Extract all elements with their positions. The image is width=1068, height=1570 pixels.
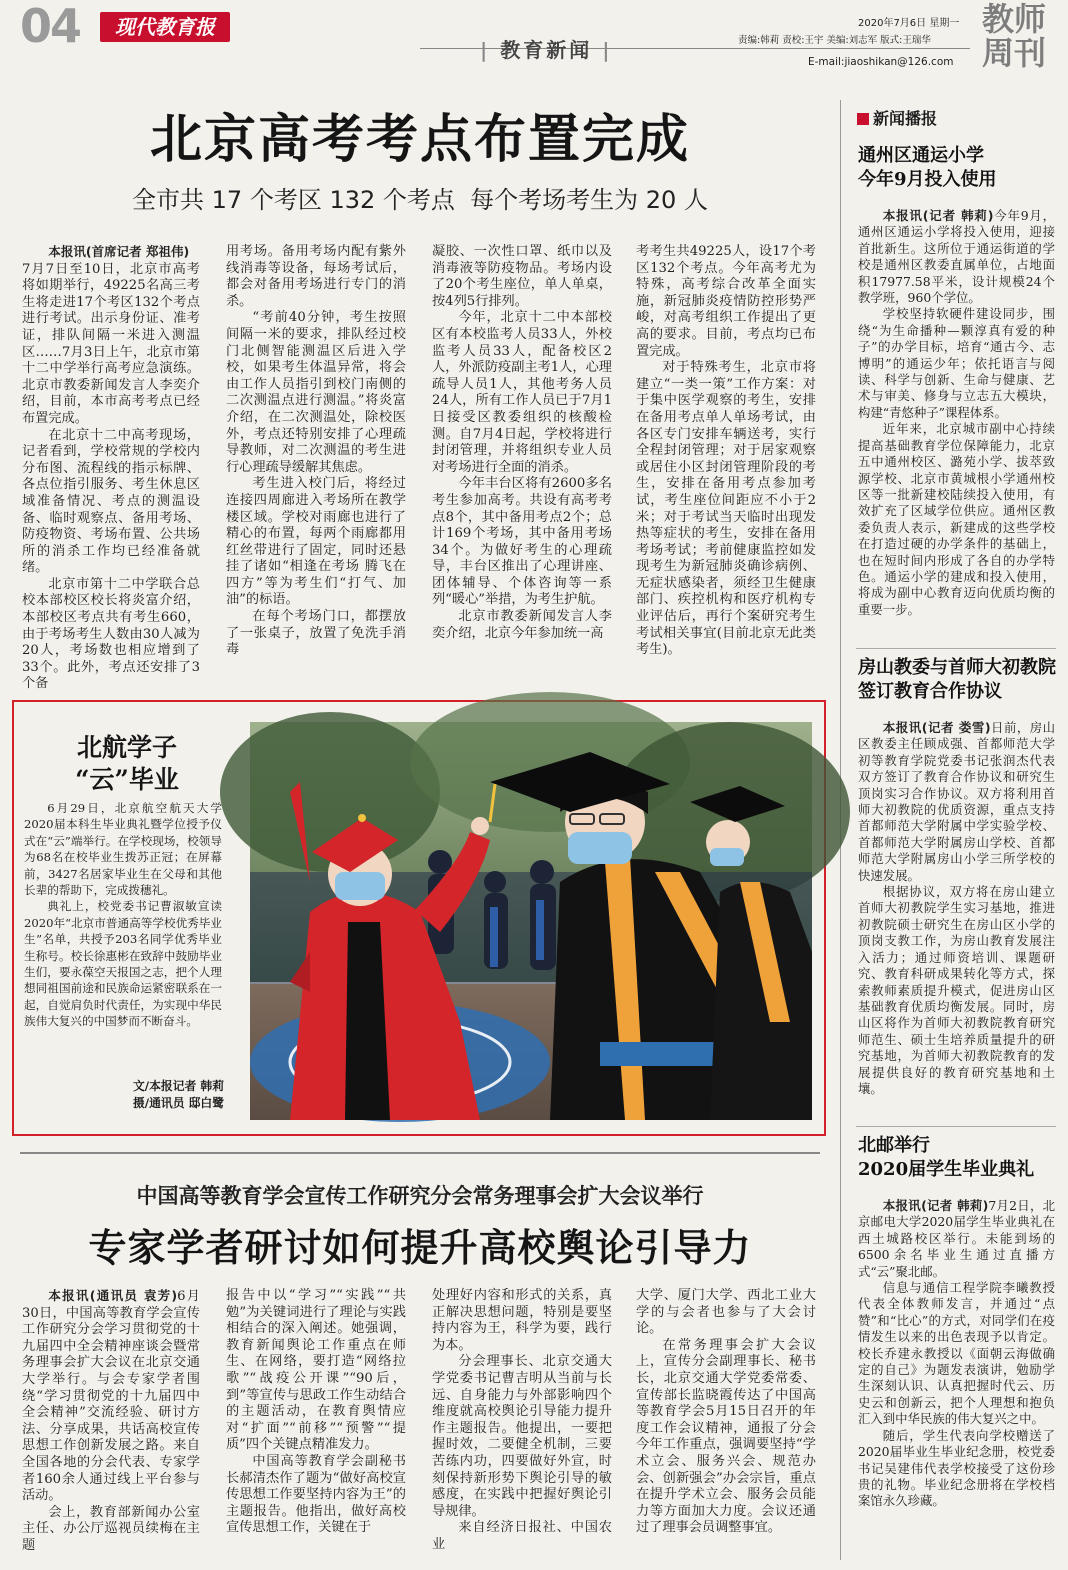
- bottom-kicker: 中国高等教育学会宣传工作研究分会常务理事会扩大会议举行: [136, 1184, 704, 1208]
- bottom-column-3: 处理好内容和形式的关系，真正解决思想问题，特别是要坚持内容为王，科学为要，践行为本。 分会理事长、北京交通大学党委书记曹吉明从当前与长远、自身能力与外部影响四个维度就高校舆论引导能力提升作主题报告。他提出，一要把握时效，二要健全机制，三要苦练内功，四要做好外宣，时刻保持新形势下舆论引导的敏感度，在实践中把握好舆论引导规律。 来自经济日报社、中国农业: [432, 1288, 612, 1552]
- lead-column-1: 本报讯(首席记者 郑祖伟) 7月7日至10日，北京市高考将如期举行，49225名高三考生将走进17个考区132个考点进行考试。出示身份证、准考证，排队间隔一米进入测温区……7月3日上午，北京市第十二中学举行高考应急演练。北京市教委新闻发言人李奕介绍，目前，本市高考考点已经布置完成。 在北京十二中高考现场，记者看到，学校常规的学校内分布图、流程线的指示标牌、各点位指引服务、考生休息区域准备情况、考点的测温设备、临时观察点、备用考场、防疫物资、考场布置、公共场所的消杀工作均已经准备就绪。 北京市第十二中学联合总校本部校区校长将炎富介绍，本部校区考点共有考生660，由于考场考生人数由30人减为20人，考场数也相应增到了33个。此外，考点还安排了3个备: [22, 244, 200, 692]
- email-line: E-mail:jiaoshikan@126.com: [808, 56, 954, 68]
- masthead-text: 现代教育报: [115, 15, 215, 39]
- sidebar-item-title-bupt: 北邮举行 2020届学生毕业典礼: [858, 1135, 1035, 1180]
- bottom-column-1: 本报讯(通讯员 袁芳)6月30日，中国高等教育学会宣传工作研究分会学习贯彻党的十九届四中全会精神座谈会暨常务理事会扩大会议在北京交通大学举行。与会专家学者围绕“学习贯彻党的十九届四中全会精神”交流经验、研讨方法、分享成果，共话高校宣传思想工作创新发展之路。来自全国各地的分会代表、专家学者160余人通过线上平台参与活动。 会上，教育部新闻办公室主任、办公厅巡视员续梅在主题: [22, 1288, 200, 1553]
- sidebar-section-title: 新闻播报: [857, 106, 937, 129]
- lead-subheadline: 全市共 17 个考区 132 个考点 每个考场考生为 20 人: [132, 186, 708, 214]
- supplement-title: 教师 周刊: [982, 0, 1047, 72]
- lead-column-4: 考考生共49225人，设17个考区132个考点。今年高考尤为特殊，高考综合改革全面实施，新冠肺炎疫情防控形势严峻，对高考组织工作提出了更高的要求。目前，考点均已布置完成。 对于特殊考生，北京市将建立“一类一策”工作方案：对于集中医学观察的考生，安排在备用考点单人单场考试，由各区专门安排车辆送考，实行全程封闭管理；对于居家观察或居住小区封闭管理阶段的考生，安排在备用考点参加考试，考生座位间距应不小于2米；对于考试当天临时出现发热等症状的考生，安排在备用考场考试；考前健康监控如发现考生为新冠肺炎确诊病例、无症状感染者，须经卫生健康部门、疾控机构和医疗机构专业评估后，再行个案研究考生考试相关事宜(目前北京无此类考生)。: [636, 244, 816, 658]
- date-line: 2020年7月6日 星期一: [858, 18, 960, 29]
- sidebar-separator: [856, 648, 1056, 649]
- bottom-headline: 专家学者研讨如何提升高校舆论引导力: [88, 1225, 752, 1270]
- lead-headline: 北京高考考点布置完成: [149, 109, 690, 170]
- sidebar-separator: [856, 1126, 1056, 1127]
- lead-column-3: 凝胶、一次性口罩、纸巾以及消毒液等防疫物品。考场内设了20个考生座位，单人单桌，按4列5行排列。 今年，北京十二中本部校区有本校监考人员33人，外校监考人员33人，配备校区2人，外派防疫副主考1人，心理疏导人员1人，其他考务人员24人，所有工作人员已于7月1日接受区教委组织的核酸检测。自7月4日起，学校将进行封闭管理，并将组织专业人员对考场进行全面的消杀。 今年丰台区将有2600多名考生参加高考。共设有高考考点8个，其中备用考点2个；总计169个考场，其中备用考场34个。为做好考生的心理疏导，丰台区推出了心理讲座、团体辅导、个体咨询等一系列“暖心”举措，为考生护航。 北京市教委新闻发言人李奕介绍，北京今年参加统一高: [432, 244, 612, 641]
- masthead-logo: [100, 12, 230, 42]
- lead-column-2: 用考场。备用考场内配有紫外线消毒等设备，每场考试后，都会对备用考场进行专门的消杀。 “考前40分钟，考生按照间隔一米的要求，排队经过校门北侧智能测温区后进入学校，如果考生体温异常，将会由工作人员指引到校门南侧的二次测温点进行测温。”将炎富介绍，在二次测温处，除校医外，考点还特别安排了心理疏导教师，对二次测温的考生进行心理疏导缓解其焦虑。 考生进入校门后，将经过连接四周廊进入考场所在教学楼区域。学校对雨廊也进行了精心的布置，每两个雨廊都用红丝带进行了固定，同时还悬挂了诸如“相逢在考场 腾飞在四方”等为考生们“打气、加油”的标语。 在每个考场门口，都摆放了一张桌子，放置了免洗手消毒: [226, 244, 406, 658]
- sidebar-item-body-tongyun: 本报讯(记者 韩莉)今年9月，通州区通运小学将投入使用，迎接首批新生。这所位于通运街道的学校是通州区教委直属单位，占地面积17977.58平米，设计规模24个教学班，960个学位。 学校坚持软硬件建设同步，围绕“为生命播种—颗淳真有爱的种子”的办学目标，培育“通古今、志博明”的通运少年；依托语言与阅读、科学与创新、生命与健康、艺术与审美、修身与立志五大模块，构建“青悠种子”课程体系。 近年来，北京城市副中心持续提高基础教育学位保障能力，北京五中通州校区、潞苑小学、拔萃致源学校、北京市黄城根小学通州校区等一批新建校陆续投入使用，有效扩充了区域学位供应。通州区教委负责人表示，新建成的这些学校在打造过硬的办学条件的基础上，也在短时间内形成了各自的办学特色。通运小学的建成和投入使用，将成为副中心教育迈向优质均衡的重要一步。: [858, 208, 1055, 617]
- feature-title: 北航学子 “云”毕业: [75, 733, 179, 794]
- feature-credit: 文/本报记者 韩莉 摄/通讯员 邸白鹭: [133, 1079, 224, 1110]
- graduation-photo: [250, 722, 812, 1120]
- section-label: | 教育新闻 |: [480, 38, 613, 62]
- sidebar-item-title-fangshan: 房山教委与首师大初教院 签订教育合作协议: [858, 657, 1056, 702]
- editors-line: 责编:韩莉 责校:王宇 美编:刘志军 版式:王瑞华: [738, 35, 931, 46]
- sidebar-item-body-bupt: 本报讯(记者 韩莉)7月2日，北京邮电大学2020届学生毕业典礼在西土城路校区举行。未能到场的6500余名毕业生通过直播方式“云”聚北邮。 信息与通信工程学院李曦教授代表全体教师发言，并通过“点赞”和“比心”的方式，对同学们在疫情发生以来的出色表现予以肯定。校长乔建永教授以《面朝云海做确定的自己》为题发表演讲，勉励学生深刻认识、认真把握时代云、历史云和创新云，把个人理想和抱负汇入到中华民族的伟大复兴之中。 随后，学生代表向学校赠送了2020届毕业生毕业纪念册，校党委书记吴建伟代表学校接受了这份珍贵的礼物。毕业纪念册将在学校档案馆永久珍藏。: [858, 1198, 1055, 1509]
- sidebar-item-title-tongyun: 通州区通运小学 今年9月投入使用: [858, 145, 997, 190]
- section-marker-icon: [857, 113, 869, 125]
- bottom-column-4: 大学、厦门大学、西北工业大学的与会者也参与了大会讨论。 在常务理事会扩大会议上，宣传分会副理事长、秘书长，北京交通大学党委常委、宣传部长监晓霞传达了中国高等教育学会5月15日召开的年度工作会议精神，通报了分会今年工作重点，强调要坚持“学术立会、服务兴会、规范办会、创新强会”办会宗旨，重点在提升学术立会、服务会员能力等方面加大力度。会议还通过了理事会员调整事宜。: [636, 1288, 816, 1536]
- page-number: 04: [20, 0, 81, 53]
- bottom-story-rule: [20, 1152, 820, 1154]
- bottom-column-2: 报告中以“学习”“实践”“共勉”为关键词进行了理论与实践相结合的深入阐述。她强调，教育新闻舆论工作重点在师生、在网络，要打造“网络拉歌”“战疫公开课”“90后，到”等宣传与思政工作生动结合的主题活动，在教育舆情应对“扩面”“前移”“预警”“提质”四个关键点精准发力。 中国高等教育学会副秘书长郝清杰作了题为“做好高校宣传思想工作要坚持内容为王”的主题报告。他指出，做好高校宣传思想工作，关键在于: [226, 1288, 406, 1536]
- feature-body: 6月29日，北京航空航天大学2020届本科生毕业典礼暨学位授予仪式在“云”端举行。在学校现场，校领导为68名在校毕业生拨苏正冠；在屏幕前，3427名居家毕业生在父母和其他长辈的帮助下，完成拨穗礼。 典礼上，校党委书记曹淑敏宣读2020年“北京市普通高等学校优秀毕业生”名单，共授予203名同学优秀毕业生称号。校长徐惠彬在致辞中鼓励毕业生们，要永葆空天报国之志，把个人理想同祖国前途和民族命运紧密联系在一起，自觉肩负时代责任，为实现中华民族伟大复兴的中国梦而不断奋斗。: [24, 801, 222, 1029]
- sidebar-item-body-fangshan: 本报讯(记者 娄雪)日前，房山区教委主任顾成强、首都师范大学初等教育学院党委书记张润杰代表双方签订了教育合作协议和研究生顶岗实习合作协议。双方将利用首师大初教院的优质资源，重点支持首都师范大学附属中学实验学校、首都师范大学附属房山学校、首都师范大学附属房山小学三所学校的快速发展。 根据协议，双方将在房山建立首师大初教院学生实习基地，推进初教院硕士研究生在房山区小学的顶岗支教工作，为房山教育发展注入活力；通过师资培训、课题研究、教育科研成果转化等方式，探索教师素质提升模式，促进房山区基础教育优质均衡发展。同时，房山区将作为首师大初教院教育研究师范生、硕士生培养质量提升的研究基地，为首师大初教院教育的发展提供良好的教育研究基地和土壤。: [858, 720, 1056, 1096]
